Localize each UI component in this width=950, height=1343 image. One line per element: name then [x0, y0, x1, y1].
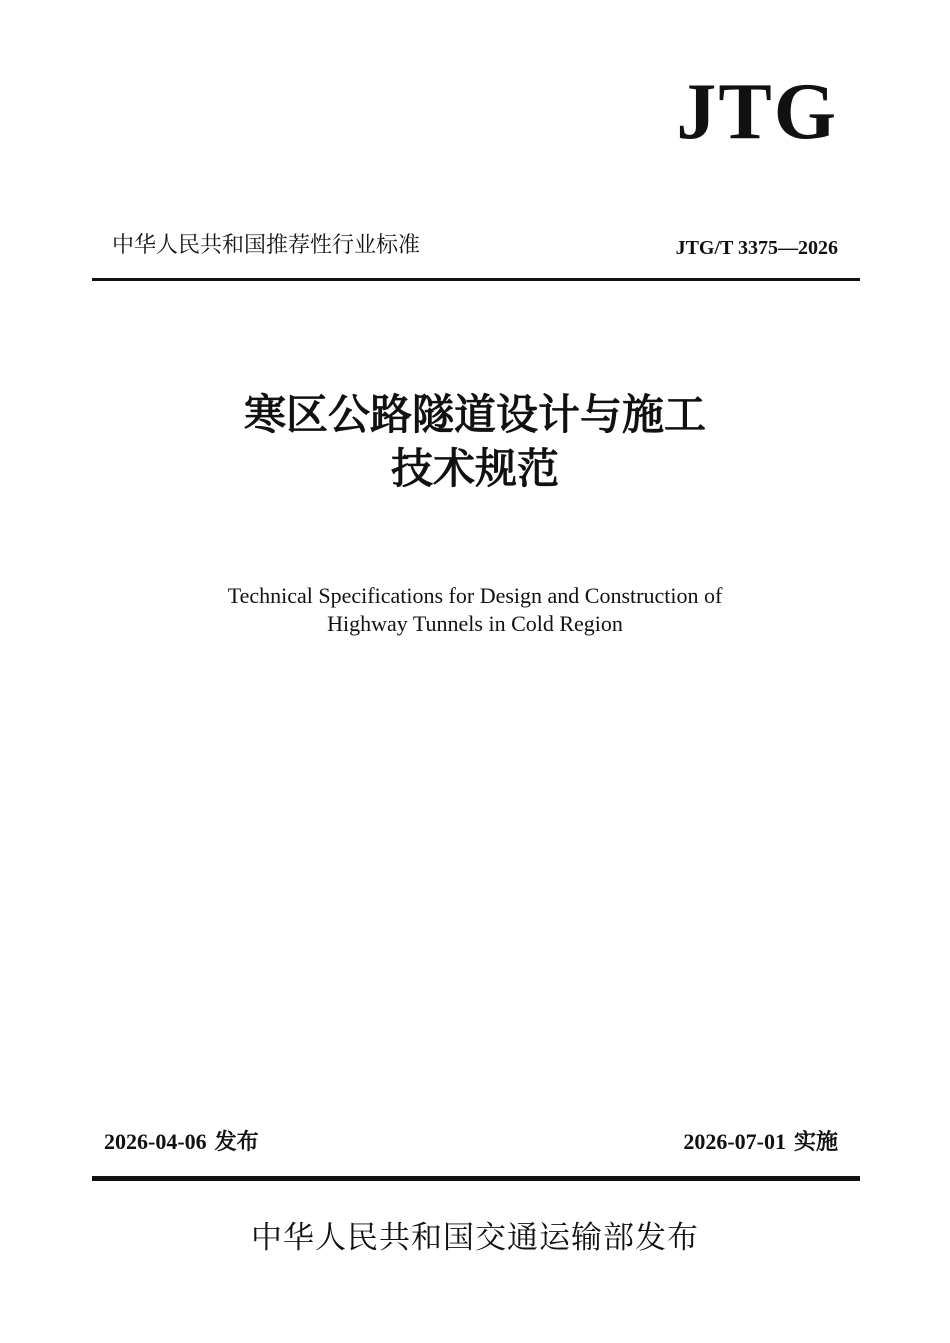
publisher: 中华人民共和国交通运输部发布: [251, 1220, 699, 1256]
title-chinese-line-1: 寒区公路隧道设计与施工: [243, 390, 706, 439]
issue-date-label: 发布: [214, 1130, 259, 1155]
issue-date-value: 2026-04-06: [104, 1129, 207, 1154]
title-chinese-line-2: 技术规范: [390, 444, 559, 493]
title-chinese: [0, 388, 950, 496]
title-english-line-2: Highway Tunnels in Cold Region: [327, 611, 623, 636]
implementation-date-label: 实施: [793, 1130, 838, 1155]
title-english-line-1: Technical Specifications for Design and Construction of: [227, 583, 723, 608]
implementation-date: [683, 1128, 838, 1157]
title-english: [0, 582, 950, 638]
bottom-rule-divider: [92, 1176, 860, 1181]
implementation-date-value: 2026-07-01: [683, 1129, 786, 1154]
standard-category: 中华人民共和国推荐性行业标准: [112, 233, 421, 258]
issue-date: [104, 1128, 259, 1157]
standard-code: JTG/T 3375—2026: [675, 237, 838, 259]
jtg-logo: JTG: [676, 68, 838, 156]
top-rule-divider: [92, 278, 860, 281]
